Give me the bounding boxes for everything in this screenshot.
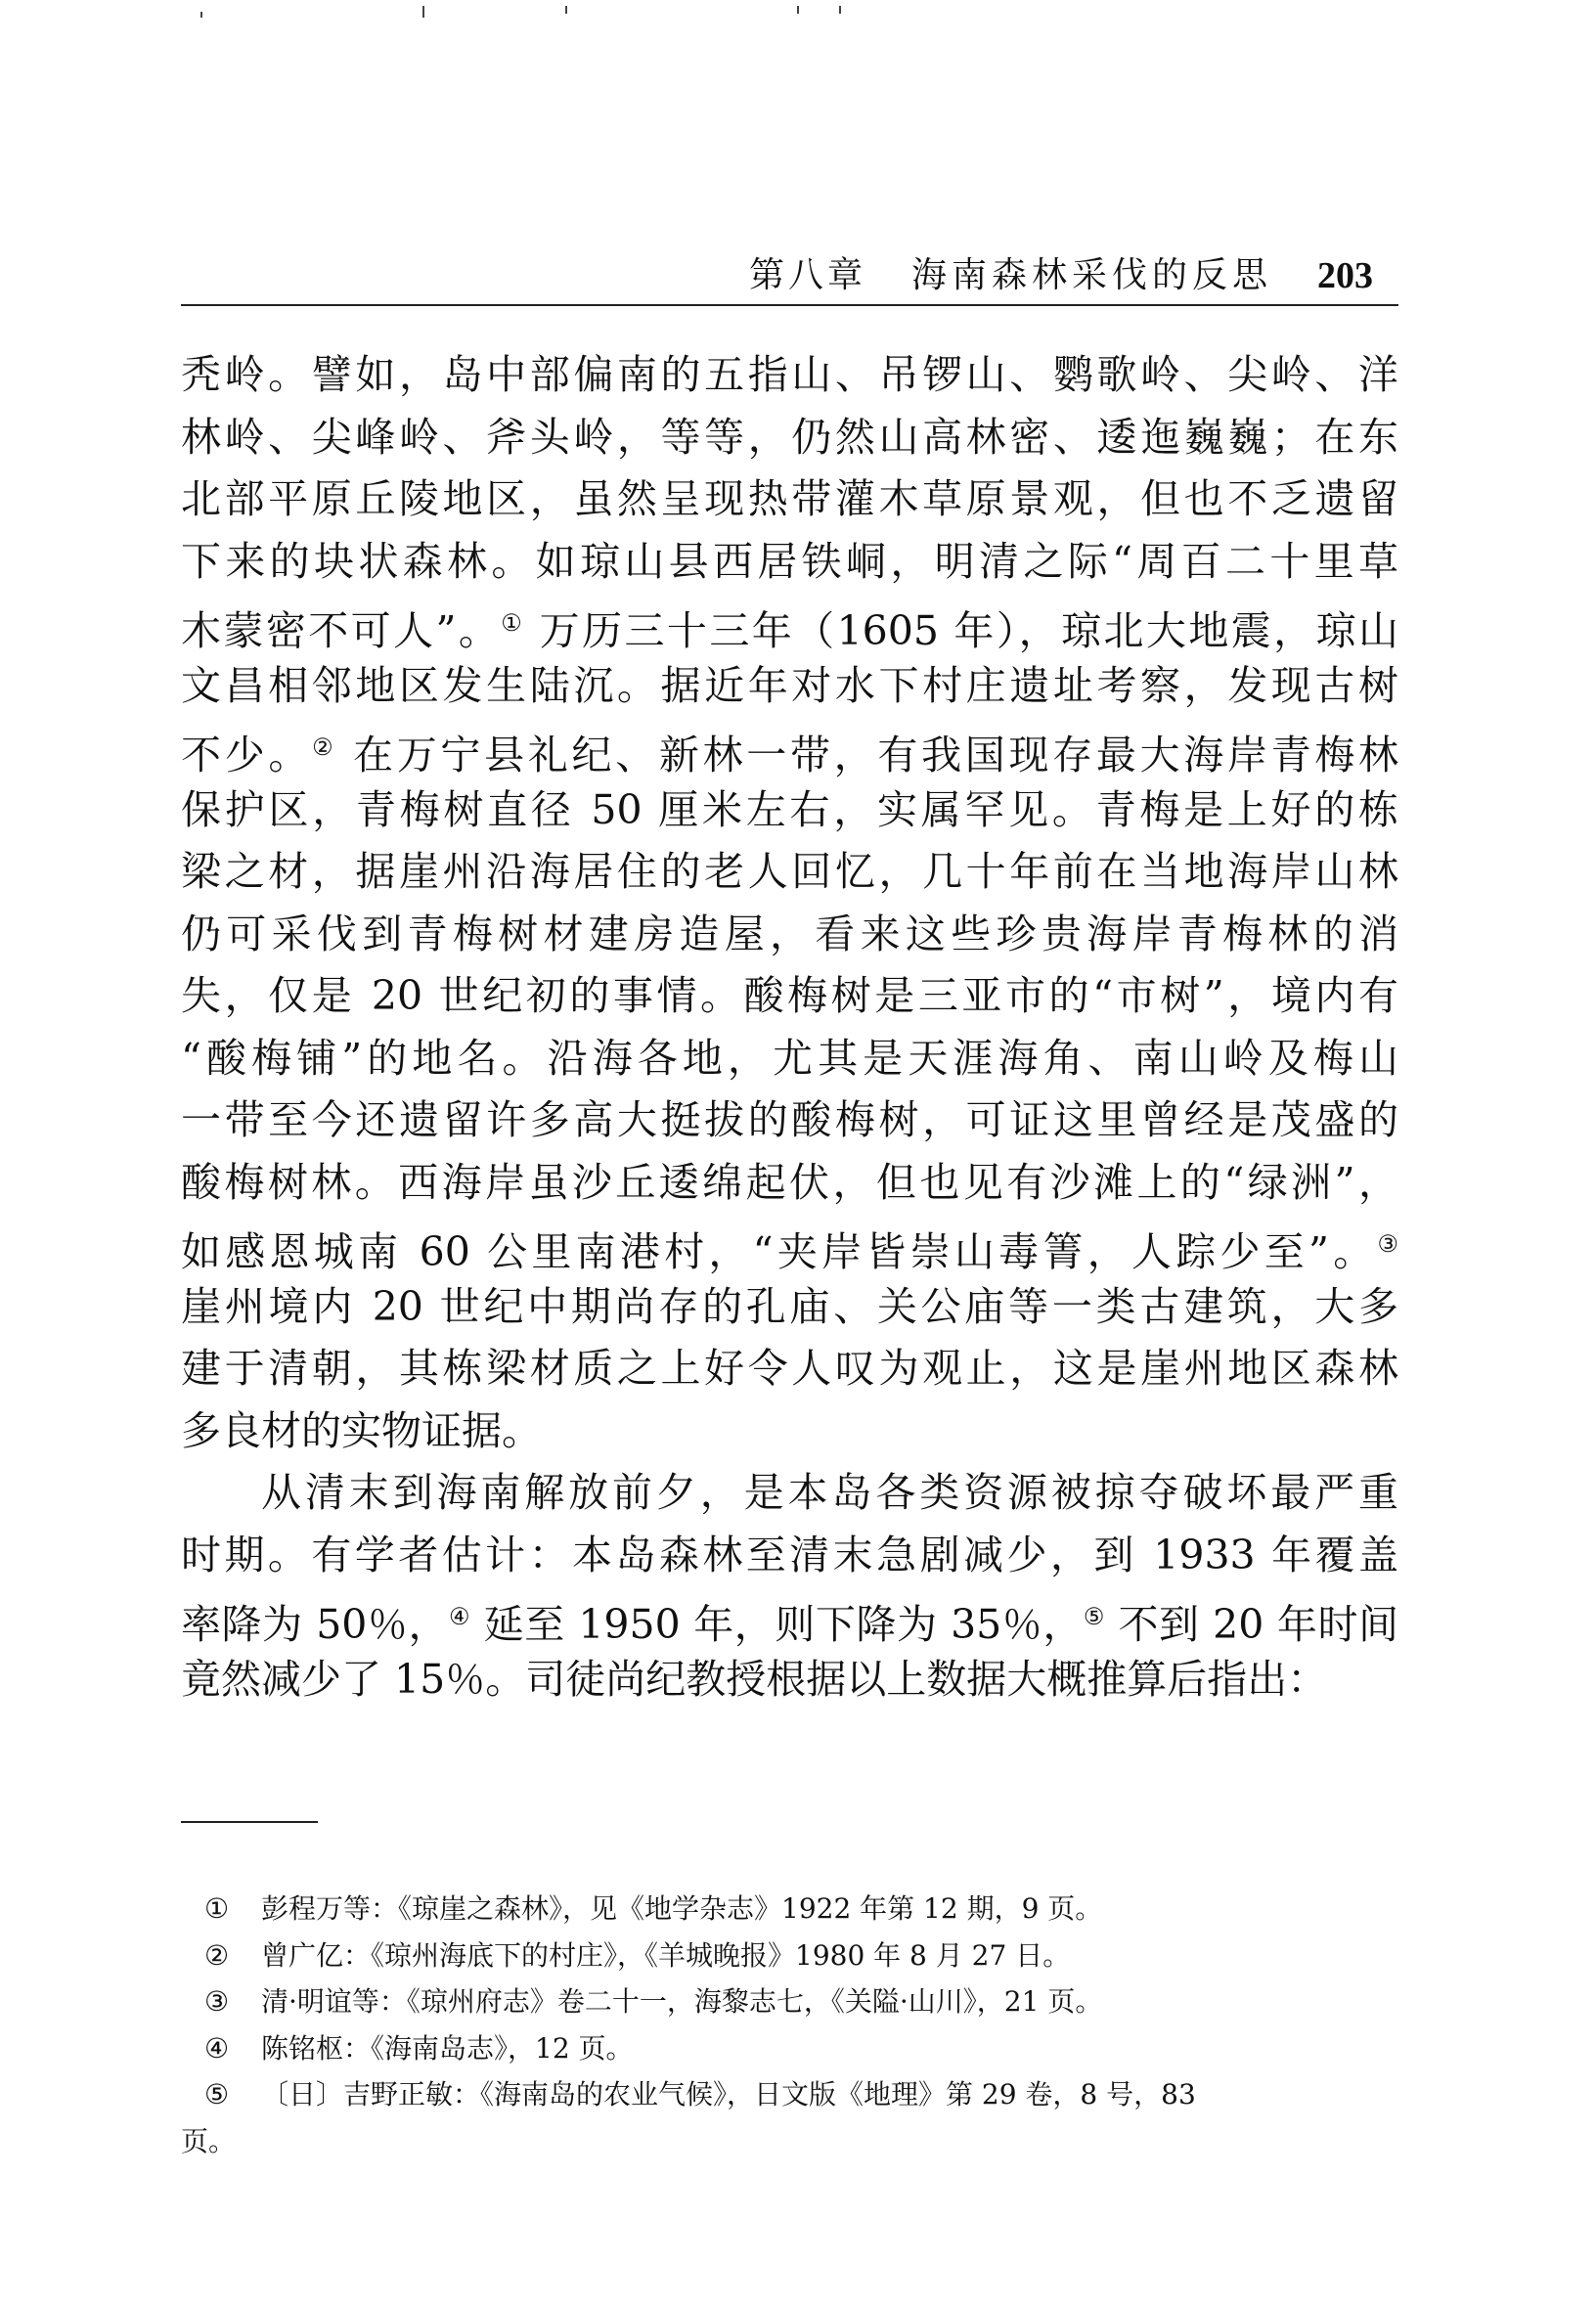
body-line: 文昌相邻地区发生陆沉。据近年对水下村庄遗址考察，发现古树	[181, 661, 1398, 709]
body-line: 失，仅是 20 世纪初的事情。酸梅树是三亚市的“市树”，境内有	[181, 972, 1398, 1019]
scan-mark	[422, 6, 424, 18]
body-line: 下来的块状森林。如琼山县西居铁峒，明清之际“周百二十里草	[181, 537, 1398, 585]
body-line	[181, 717, 1398, 779]
body-line: 多良材的实物证据。	[181, 1406, 542, 1454]
footnote-text: 页。	[181, 2124, 237, 2157]
body-line: 秃岭。譬如，岛中部偏南的五指山、吊锣山、鹦歌岭、尖岭、洋	[181, 351, 1398, 398]
footnote	[181, 2025, 1398, 2072]
footnote-ref: ②	[312, 733, 337, 761]
footnote	[181, 2118, 1398, 2165]
footnote-text: 〔日〕吉野正敏：《海南岛的农业气候》，日文版《地理》第 29 卷，8 号，83	[261, 2078, 1196, 2110]
scan-mark	[565, 6, 567, 14]
footnote-number: ①	[204, 1892, 230, 1925]
footnotes	[181, 1886, 1398, 2164]
footnote-ref: ④	[449, 1603, 471, 1630]
body-text-segment: 木蒙密不可人”。	[181, 607, 502, 654]
body-line: 崖州境内 20 世纪中期尚存的孔庙、关公庙等一类古建筑，大多	[181, 1282, 1398, 1330]
footnote	[181, 1978, 1398, 2025]
header-rule	[181, 304, 1398, 306]
body-line: 仍可采伐到青梅树材建房造屋，看来这些珍贵海岸青梅林的消	[181, 910, 1398, 957]
body-text-segment: 在万宁县礼纪、新林一带，有我国现存最大海岸青梅林	[336, 732, 1399, 778]
body-line: 北部平原丘陵地区，虽然呈现热带灌木草原景观，但也不乏遗留	[181, 475, 1398, 522]
footnote-text: 陈铭枢：《海南岛志》，12 页。	[261, 2031, 634, 2065]
footnote-text: 曾广亿：《琼州海底下的村庄》，《羊城晚报》1980 年 8 月 27 日。	[261, 1938, 1071, 1972]
page-number: 203	[1317, 255, 1373, 296]
footnote	[181, 2071, 1398, 2118]
footnote-ref: ①	[501, 609, 525, 637]
footnote-rule	[181, 1821, 318, 1823]
footnote-ref: ⑤	[1083, 1603, 1105, 1630]
body-line: 建于清朝，其栋梁材质之上好令人叹为观止，这是崖州地区森林	[181, 1345, 1398, 1392]
footnote-number: ③	[204, 1985, 230, 2018]
scan-mark	[200, 12, 202, 18]
body-line: 梁之材，据崖州沿海居住的老人回忆，几十年前在当地海岸山林	[181, 848, 1398, 895]
body-text-segment: 如感恩城南 60 公里南港村，“夹岸皆崇山毒箐，人踪少至”。	[181, 1228, 1378, 1275]
chapter-title: 海南森林采伐的反思	[910, 255, 1272, 295]
chapter-label: 第八章	[748, 255, 866, 295]
footnote-text: 彭程万等：《琼崖之森林》，见《地学杂志》1922 年第 12 期，9 页。	[261, 1892, 1103, 1925]
body-text-segment: 万历三十三年（1605 年），琼北大地震，琼山	[524, 607, 1399, 654]
footnote-number: ②	[204, 1938, 230, 1972]
body-line	[181, 1214, 1398, 1276]
body-line: 一带至今还遗留许多高大挺拔的酸梅树，可证这里曾经是茂盛的	[181, 1096, 1398, 1143]
footnote	[181, 1932, 1398, 1979]
footnote	[181, 1886, 1398, 1932]
footnote-text: 清·明谊等：《琼州府志》卷二十一，海黎志七，《关隘·山川》，21 页。	[261, 1985, 1103, 2018]
body-line	[181, 1586, 1398, 1649]
footnote-number: ④	[204, 2031, 230, 2065]
scan-edge-marks	[0, 0, 1596, 59]
body-text	[181, 344, 1398, 1710]
body-line: 林岭、尖峰岭、斧头岭，等等，仍然山高林密、逶迤巍巍；在东	[181, 413, 1398, 461]
body-line: 竟然减少了 15％。司徒尚纪教授根据以上数据大概推算后指出：	[181, 1655, 1328, 1703]
body-line: 保护区，青梅树直径 50 厘米左右，实属罕见。青梅是上好的栋	[181, 785, 1398, 833]
scan-mark	[839, 6, 841, 14]
scan-mark	[797, 6, 799, 14]
body-line: 时期。有学者估计：本岛森林至清末急剧减少，到 1933 年覆盖	[181, 1531, 1398, 1578]
body-text-segment: 延至 1950 年，则下降为 35％，	[470, 1601, 1084, 1648]
body-line: “酸梅铺”的地名。沿海各地，尤其是天涯海角、南山岭及梅山	[181, 1034, 1398, 1082]
body-line: 从清末到海南解放前夕，是本岛各类资源被掠夺破坏最严重	[261, 1469, 1398, 1516]
body-text-segment: 不到 20 年时间	[1104, 1601, 1399, 1648]
body-text-segment: 率降为 50％，	[181, 1601, 450, 1648]
footnote-ref: ③	[1377, 1230, 1398, 1258]
body-text-segment: 不少。	[181, 732, 313, 778]
body-line: 酸梅树林。西海岸虽沙丘逶绵起伏，但也见有沙滩上的“绿洲”，	[181, 1158, 1398, 1206]
body-line	[181, 593, 1398, 655]
running-header	[181, 239, 1398, 297]
footnote-number: ⑤	[204, 2078, 230, 2110]
